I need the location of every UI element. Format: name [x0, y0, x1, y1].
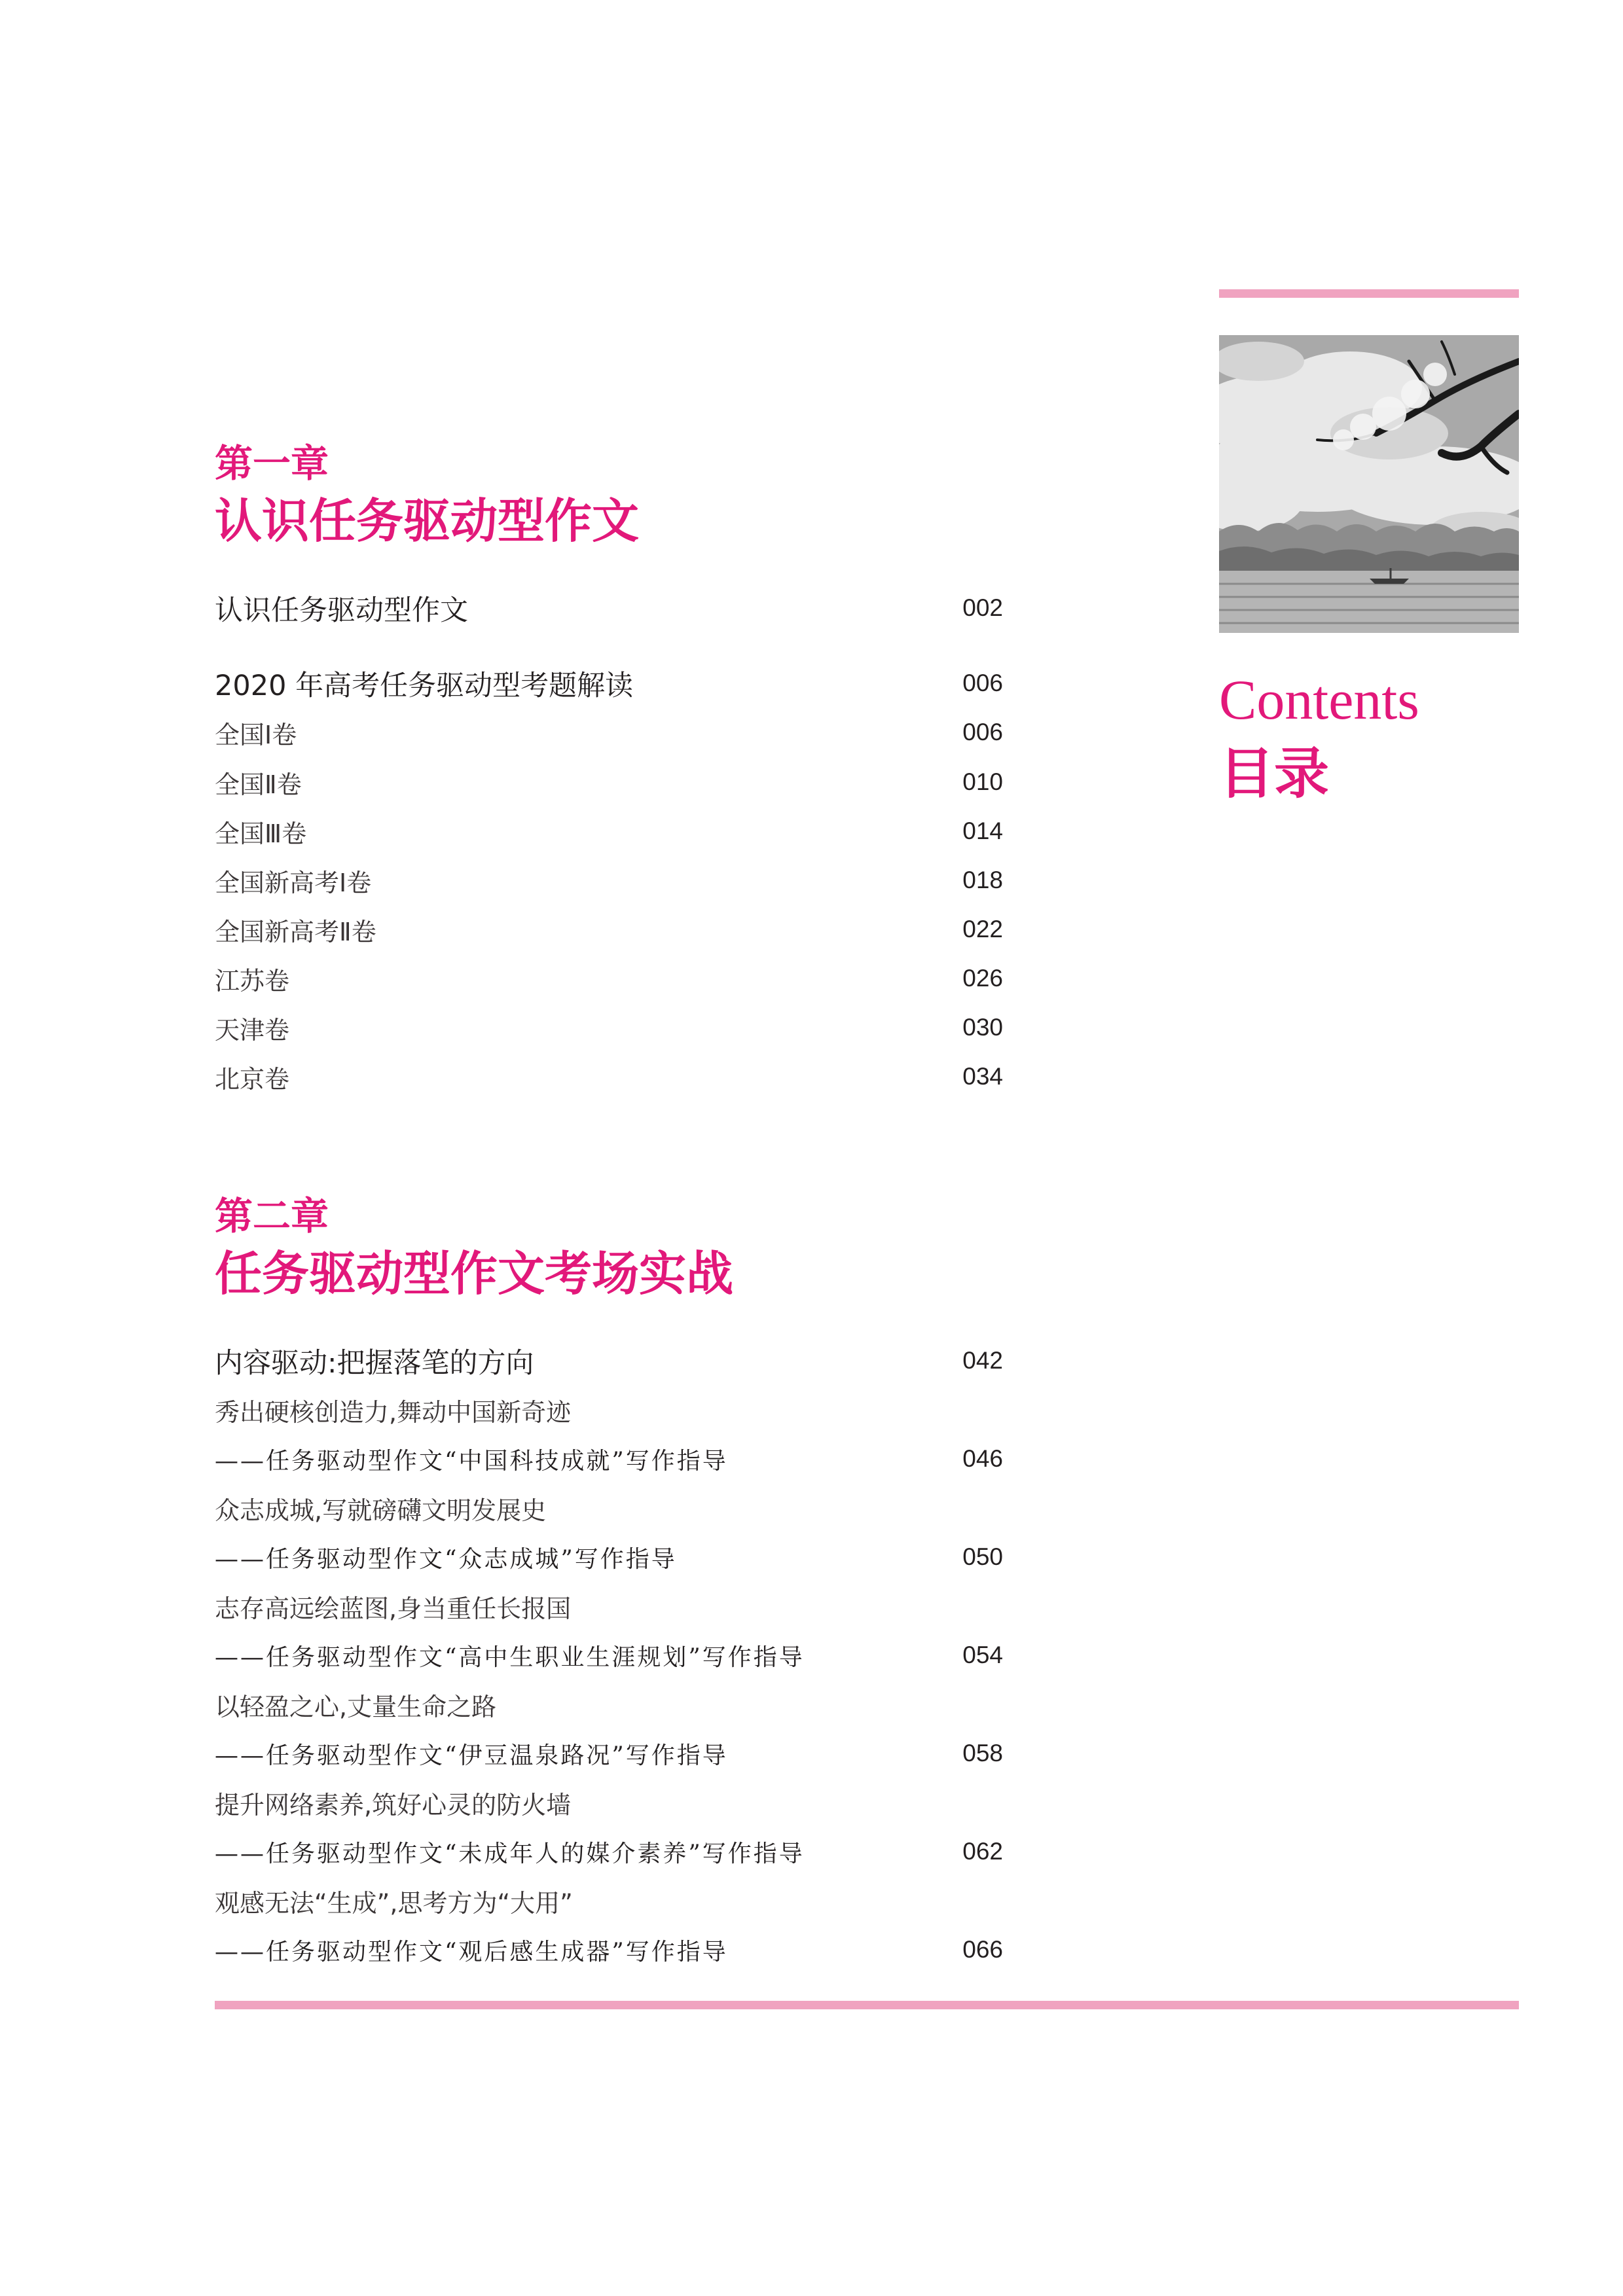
chapter-2-label: 第二章: [215, 1194, 329, 1238]
toc-entry[interactable]: [215, 1931, 1004, 1969]
toc-entry-title: 北京卷: [215, 1064, 290, 1094]
toc-entry[interactable]: [215, 812, 1004, 850]
toc-page-number: 026: [962, 965, 1003, 992]
toc-page-number: 006: [962, 670, 1003, 696]
chapter-2-title: 任务驱动型作文考场实战: [215, 1246, 734, 1301]
toc-entry[interactable]: [215, 1009, 1004, 1047]
chapter-1-label: 第一章: [215, 441, 329, 486]
toc-entry-title: 全国Ⅲ卷: [215, 819, 307, 848]
toc-page-number: 034: [962, 1063, 1003, 1090]
toc-page-number: 006: [962, 719, 1003, 745]
contents-heading-cn: 目录: [1219, 741, 1330, 806]
toc-entry[interactable]: [215, 763, 1004, 801]
toc-entry-title: 认识任务驱动型作文: [215, 594, 468, 627]
toc-page-number: 002: [962, 594, 1003, 621]
toc-entry[interactable]: [215, 1538, 1004, 1576]
toc-entry[interactable]: [215, 713, 1004, 751]
toc-entry-title: ——任务驱动型作文“未成年人的媒介素养”写作指导: [215, 1840, 805, 1867]
toc-page-number: 050: [962, 1543, 1003, 1570]
toc-entry-title: ——任务驱动型作文“中国科技成就”写作指导: [215, 1447, 728, 1475]
landscape-illustration: [1219, 335, 1519, 633]
toc-entry-title: 2020 年高考任务驱动型考题解读: [215, 669, 634, 702]
toc-entry-title: 提升网络素养,筑好心灵的防火墙: [215, 1790, 572, 1820]
toc-entry[interactable]: [215, 1440, 1004, 1478]
toc-entry[interactable]: [215, 1058, 1004, 1096]
toc-entry-title: 秀出硬核创造力,舞动中国新奇迹: [215, 1397, 572, 1427]
toc-entry[interactable]: [215, 1636, 1004, 1674]
toc-entry-title: ——任务驱动型作文“高中生职业生涯规划”写作指导: [215, 1643, 805, 1671]
toc-entry[interactable]: [215, 664, 1004, 702]
toc-entry[interactable]: [215, 1685, 1004, 1723]
toc-entry[interactable]: [215, 1342, 1004, 1380]
toc-page-number: 018: [962, 867, 1003, 893]
toc-entry[interactable]: [215, 1587, 1004, 1625]
toc-page-number: 046: [962, 1445, 1003, 1472]
toc-entry[interactable]: [215, 1391, 1004, 1429]
toc-entry-title: ——任务驱动型作文“众志成城”写作指导: [215, 1545, 677, 1573]
top-decorative-rule: [1219, 289, 1519, 298]
toc-page-number: 022: [962, 916, 1003, 942]
toc-page-number: 014: [962, 817, 1003, 844]
toc-entry[interactable]: [215, 589, 1004, 627]
toc-entry[interactable]: [215, 1734, 1004, 1772]
contents-heading-en: Contents: [1219, 668, 1419, 731]
toc-entry[interactable]: [215, 1882, 1004, 1920]
toc-entry[interactable]: [215, 960, 1004, 997]
chapter-1-title: 认识任务驱动型作文: [215, 493, 640, 548]
toc-entry-title: 内容驱动:把握落笔的方向: [215, 1346, 534, 1380]
toc-entry-title: 以轻盈之心,丈量生命之路: [215, 1692, 497, 1721]
toc-page-number: 066: [962, 1936, 1003, 1963]
toc-entry-title: 全国Ⅰ卷: [215, 720, 297, 749]
toc-page-number: 010: [962, 768, 1003, 795]
toc-entry[interactable]: [215, 861, 1004, 899]
toc-entry-title: 江苏卷: [215, 966, 290, 996]
toc-entry-title: 天津卷: [215, 1015, 290, 1045]
toc-entry-title: 观感无法“生成”,思考方为“大用”: [215, 1888, 573, 1918]
toc-entry-title: 全国Ⅱ卷: [215, 770, 302, 799]
toc-page-number: 030: [962, 1014, 1003, 1041]
toc-entry[interactable]: [215, 1489, 1004, 1527]
toc-entry-title: ——任务驱动型作文“伊豆温泉路况”写作指导: [215, 1742, 728, 1769]
toc-page-number: 062: [962, 1838, 1003, 1865]
toc-entry-title: 志存高远绘蓝图,身当重任长报国: [215, 1594, 572, 1623]
toc-entry[interactable]: [215, 1833, 1004, 1871]
toc-entry-title: ——任务驱动型作文“观后感生成器”写作指导: [215, 1938, 728, 1965]
toc-entry-title: 全国新高考Ⅰ卷: [215, 868, 372, 897]
toc-entry-title: 众志成城,写就磅礴文明发展史: [215, 1496, 547, 1525]
toc-entry-title: 全国新高考Ⅱ卷: [215, 917, 376, 946]
bottom-decorative-rule: [215, 2001, 1519, 2009]
toc-entry[interactable]: [215, 1784, 1004, 1821]
toc-page-number: 054: [962, 1641, 1003, 1668]
toc-page-number: 042: [962, 1347, 1003, 1374]
toc-entry[interactable]: [215, 910, 1004, 948]
toc-page-number: 058: [962, 1740, 1003, 1767]
